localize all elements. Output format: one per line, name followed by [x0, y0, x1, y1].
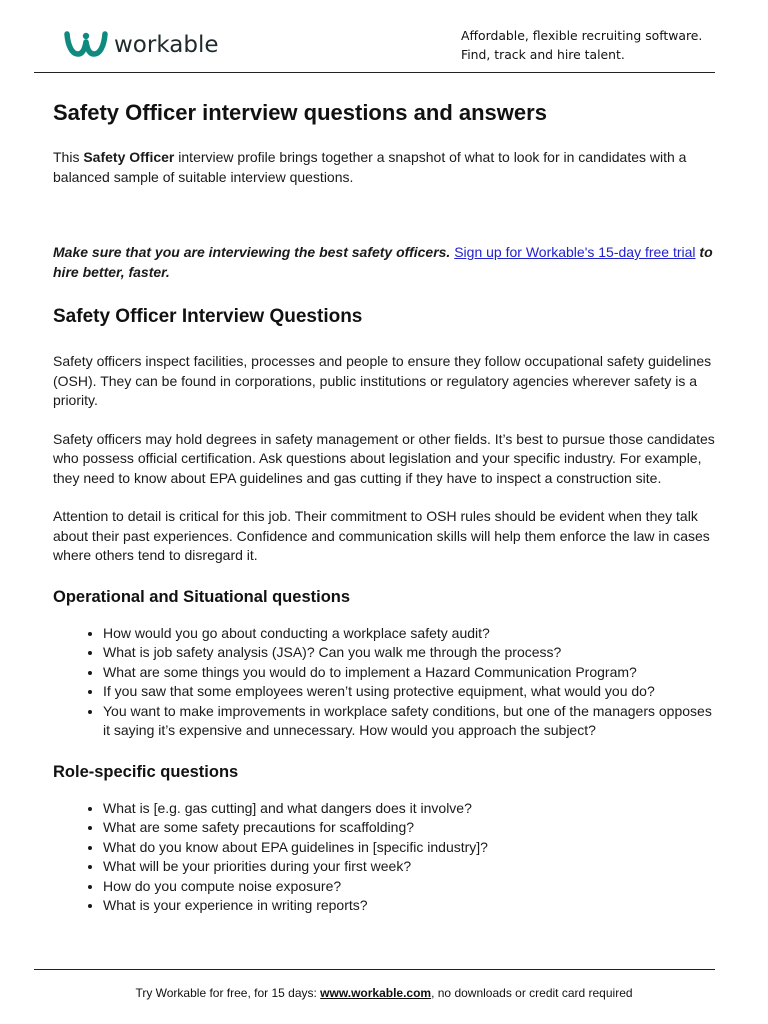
list-item: • If you saw that some employees weren’t using protective equipment, what would you do? — [103, 682, 718, 702]
page-footer — [0, 986, 768, 1000]
footer-prefix: Try Workable for free, for 15 days: — [135, 986, 321, 1000]
role-specific-heading: Role-specific questions — [53, 762, 239, 781]
header-divider — [34, 72, 715, 73]
role-specific-question-list — [53, 799, 718, 916]
header-tagline — [461, 26, 751, 64]
intro-prefix: This — [53, 149, 84, 165]
list-item: • What are some safety precautions for scaffolding? — [103, 818, 718, 838]
page-title: Safety Officer interview questions and answers — [53, 100, 547, 125]
tagline-line-1: Affordable, flexible recruiting software. — [461, 28, 703, 43]
body-paragraph-1: Safety officers inspect facilities, processes and people to ensure they follow occupational safety guidelines (OSH). They can be found in corporations, public institutions or regulatory agencies wherever safety is a priority. — [53, 353, 712, 408]
section-heading: Safety Officer Interview Questions — [53, 306, 363, 327]
operational-question-list — [53, 624, 718, 741]
logo-wordmark: workable — [114, 32, 219, 58]
promo-lead: Make sure that you are interviewing the best safety officers. — [53, 244, 451, 260]
list-item: • How do you compute noise exposure? — [103, 877, 718, 897]
free-trial-link[interactable]: Sign up for Workable's 15-day free trial — [454, 244, 696, 260]
list-item: • What is job safety analysis (JSA)? Can you walk me through the process? — [103, 643, 718, 663]
list-item: • What will be your priorities during your first week? — [103, 857, 718, 877]
intro-paragraph — [53, 148, 718, 187]
workable-logo[interactable] — [64, 30, 219, 60]
list-item: • You want to make improvements in workplace safety conditions, but one of the managers opposes it saying it’s expensive and unnecessary. How would you approach the subject? — [103, 702, 718, 741]
tagline-line-2: Find, track and hire talent. — [461, 47, 625, 62]
workable-logo-icon — [64, 30, 108, 60]
footer-website-link[interactable]: www.workable.com — [320, 986, 432, 1000]
list-item: • What are some things you would do to implement a Hazard Communication Program? — [103, 663, 718, 683]
intro-suffix: interview profile brings together a snapshot of what to look for in candidates with a balanced sample of suitable interview questions. — [53, 149, 687, 185]
list-item: • What do you know about EPA guidelines in [specific industry]? — [103, 838, 718, 858]
list-item: • What is your experience in writing reports? — [103, 896, 718, 916]
promo-tail: to hire better, faster. — [53, 244, 713, 280]
footer-suffix: , no downloads or credit card required — [431, 986, 633, 1000]
promo-paragraph — [53, 243, 718, 282]
body-paragraph-2: Safety officers may hold degrees in safety management or other fields. It’s best to pursue those candidates who possess official certification. Ask questions about legislation and your specific industry. For example, they need to know about EPA guidelines and gas cutting if they have to inspect a construction site. — [53, 430, 715, 486]
document-body — [53, 98, 718, 916]
page-header — [0, 0, 768, 74]
list-item: • What is [e.g. gas cutting] and what dangers does it involve? — [103, 799, 718, 819]
list-item: • How would you go about conducting a workplace safety audit? — [103, 624, 718, 644]
body-paragraph-3: Attention to detail is critical for this job. Their commitment to OSH rules should be evident when they talk about their past experiences. Confidence and communication skills will help them enforce the law in cases where others tend to disregard it. — [53, 508, 710, 563]
operational-heading: Operational and Situational questions — [53, 587, 351, 606]
intro-role: Safety Officer — [83, 149, 175, 165]
footer-divider — [34, 969, 715, 970]
